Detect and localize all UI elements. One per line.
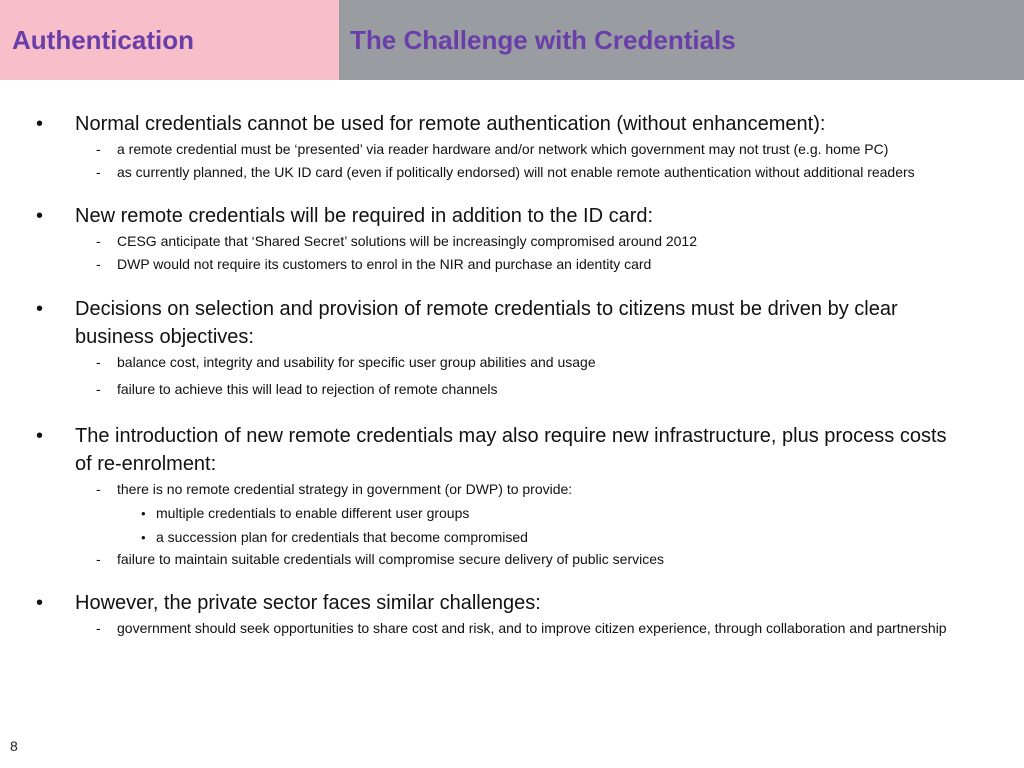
sub-bullet — [75, 254, 964, 275]
dash-icon: - — [96, 620, 101, 636]
sub-bullet — [75, 231, 964, 252]
bullet-dot-icon: • — [36, 592, 44, 614]
dash-icon: - — [96, 233, 101, 249]
sub-bullet-text: government should seek opportunities to share cost and risk, and to improve citizen experience, through collaboration and partnership — [117, 620, 947, 636]
sub-bullet — [75, 618, 964, 639]
sub-sub-bullet-text: multiple credentials to enable different user groups — [156, 505, 470, 521]
sub-bullet-text: a remote credential must be ‘presented’ via reader hardware and/or network which government may not trust (e.g. home PC) — [117, 141, 889, 157]
sub-bullet — [75, 162, 964, 183]
section-title: Authentication — [12, 25, 194, 55]
slide-body — [34, 110, 964, 639]
bullet-text: Decisions on selection and provision of remote credentials to citizens must be driven by clear business objectives: — [75, 298, 898, 348]
sub-bullet-text: CESG anticipate that ‘Shared Secret’ solutions will be increasingly compromised around 2012 — [117, 233, 698, 249]
dash-icon: - — [96, 256, 101, 272]
dash-icon: - — [96, 551, 101, 567]
bullet-dot-icon: • — [36, 113, 44, 135]
sub-bullet-text: balance cost, integrity and usability for specific user group abilities and usage — [117, 354, 596, 370]
slide-number: 8 — [10, 738, 18, 754]
sub-sub-bullet — [75, 527, 964, 548]
slide-title: The Challenge with Credentials — [350, 25, 736, 55]
bullet-dot-icon: • — [36, 298, 44, 320]
sub-bullet — [75, 352, 964, 373]
sub-bullet-text: failure to maintain suitable credentials will compromise secure delivery of public services — [117, 551, 665, 567]
bullet-dot-icon: • — [36, 425, 44, 447]
bullet-dot-icon: • — [141, 530, 146, 545]
dash-icon: - — [96, 354, 101, 370]
bullet-item — [34, 110, 964, 183]
sub-sub-bullet — [75, 503, 964, 524]
sub-bullet-text: failure to achieve this will lead to rejection of remote channels — [117, 381, 498, 397]
sub-bullet — [75, 479, 964, 500]
bullet-dot-icon: • — [141, 506, 146, 521]
dash-icon: - — [96, 381, 101, 397]
bullet-dot-icon: • — [36, 205, 44, 227]
dash-icon: - — [96, 164, 101, 180]
bullet-item — [34, 202, 964, 275]
sub-bullet — [75, 549, 964, 570]
bullet-text: Normal credentials cannot be used for remote authentication (without enhancement): — [75, 113, 826, 135]
bullet-text: New remote credentials will be required in addition to the ID card: — [75, 205, 654, 227]
bullet-item — [34, 295, 964, 400]
bullet-item — [34, 422, 964, 570]
dash-icon: - — [96, 141, 101, 157]
sub-bullet-text: there is no remote credential strategy in government (or DWP) to provide: — [117, 481, 573, 497]
bullet-item — [34, 589, 964, 639]
sub-bullet — [75, 139, 964, 160]
bullet-text: The introduction of new remote credentials may also require new infrastructure, plus process costs of re-enrolment: — [75, 425, 947, 475]
sub-bullet-text: as currently planned, the UK ID card (even if politically endorsed) will not enable remote authentication without additional readers — [117, 164, 915, 180]
bullet-text: However, the private sector faces similar challenges: — [75, 592, 541, 614]
header-section-panel — [0, 0, 339, 80]
dash-icon: - — [96, 481, 101, 497]
sub-bullet — [75, 379, 964, 400]
sub-sub-bullet-text: a succession plan for credentials that become compromised — [156, 529, 528, 545]
sub-bullet-text: DWP would not require its customers to enrol in the NIR and purchase an identity card — [117, 256, 652, 272]
